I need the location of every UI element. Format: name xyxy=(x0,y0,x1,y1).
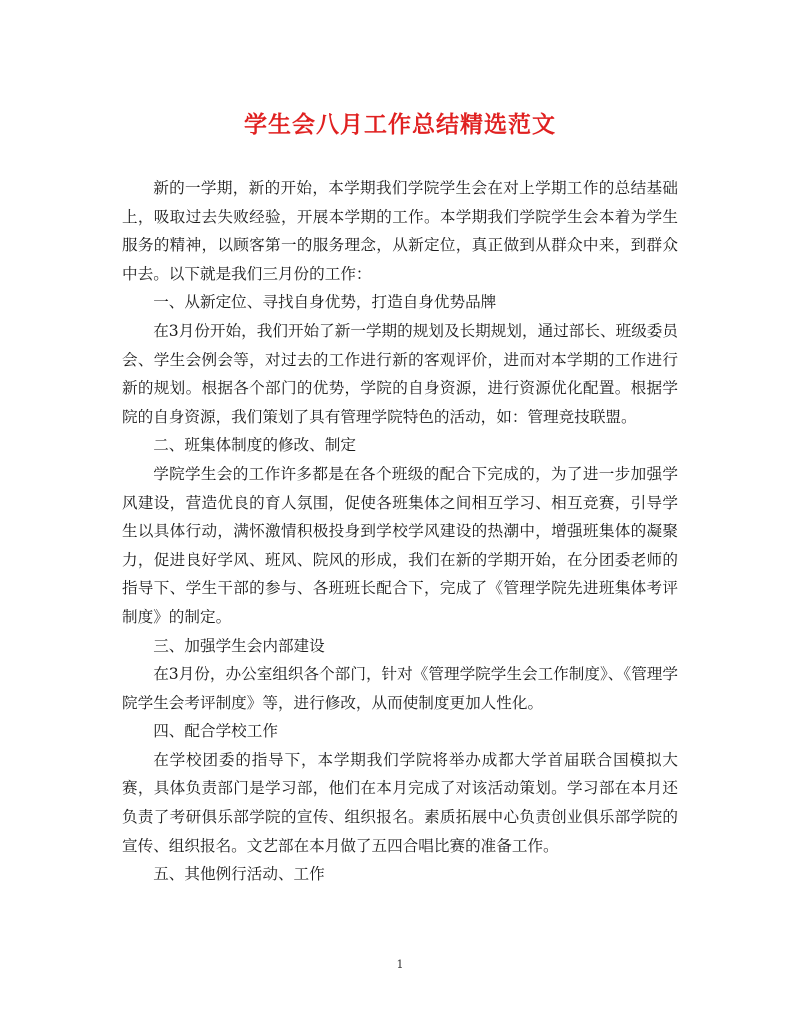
section-heading-3: 三、加强学生会内部建设 xyxy=(153,636,325,655)
section-paragraph-3: 在3月份，办公室组织各个部门，针对《管理学院学生会工作制度》、《管理学院学生会考评制度》等，进行修改，从而使制度更加人性化。 xyxy=(122,665,678,712)
document-body xyxy=(122,174,678,889)
intro-paragraph: 新的一学期，新的开始，本学期我们学院学生会在对上学期工作的总结基础上，吸取过去失败经验，开展本学期的工作。本学期我们学院学生会本着为学生服务的精神，以顾客第一的服务理念，从新定位，真正做到从群众中来，到群众中去。以下就是我们三月份的工作： xyxy=(122,179,678,283)
section-paragraph-4: 在学校团委的指导下，本学期我们学院将举办成都大学首届联合国模拟大赛，具体负责部门是学习部，他们在本月完成了对该活动策划。学习部在本月还负责了考研俱乐部学院的宣传、组织报名。素质拓展中心负责创业俱乐部学院的宣传、组织报名。文艺部在本月做了五四合唱比赛的准备工作。 xyxy=(122,750,678,855)
section-paragraph-2: 学院学生会的工作许多都是在各个班级的配合下完成的，为了进一步加强学风建设，营造优良的育人氛围，促使各班集体之间相互学习、相互竞赛，引导学生以具体行动，满怀激情积极投身到学校学风建设的热潮中，增强班集体的凝聚力，促进良好学风、班风、院风的形成，我们在新的学期开始，在分团委老师的指导下、学生干部的参与、各班班长配合下，完成了《管理学院先进班集体考评制度》的制定。 xyxy=(122,464,678,626)
document-title: 学生会八月工作总结精选范文 xyxy=(244,111,556,138)
section-heading-5: 五、其他例行活动、工作 xyxy=(153,865,325,884)
page-number: 1 xyxy=(396,958,404,971)
section-heading-2: 二、班集体制度的修改、制定 xyxy=(153,436,356,455)
section-heading-4: 四、配合学校工作 xyxy=(153,722,278,741)
section-paragraph-1: 在3月份开始，我们开始了新一学期的规划及长期规划，通过部长、班级委员会、学生会例会等，对过去的工作进行新的客观评价，进而对本学期的工作进行新的规划。根据各个部门的优势，学院的自身资源，进行资源优化配置。根据学院的自身资源，我们策划了具有管理学院特色的活动，如：管理竞技联盟。 xyxy=(122,321,678,426)
section-heading-1: 一、从新定位、寻找自身优势，打造自身优势品牌 xyxy=(153,293,497,312)
